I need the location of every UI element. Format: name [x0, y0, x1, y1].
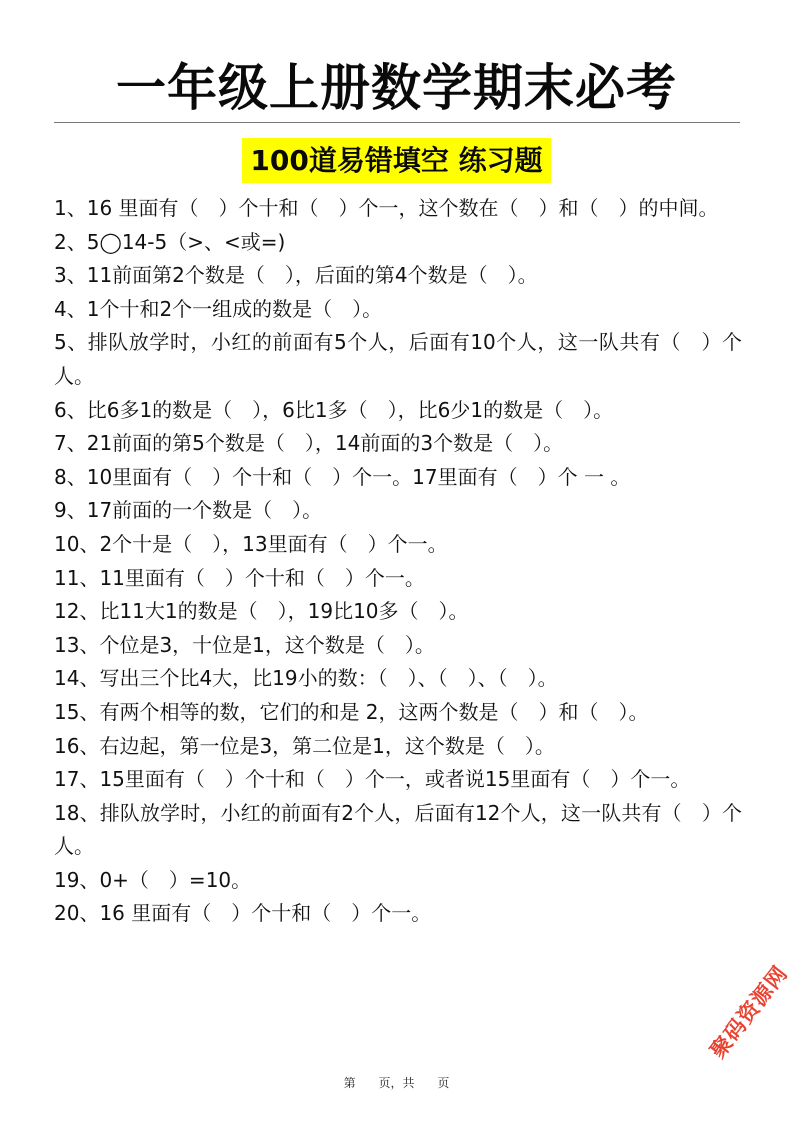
question-item: 9、17前面的一个数是（ ）。	[54, 498, 323, 523]
question-item: 2、5◯14-5（>、<或=)	[54, 229, 286, 254]
subtitle-container	[0, 138, 793, 183]
title-divider	[54, 122, 740, 123]
page-title: 一年级上册数学期末必考	[116, 59, 677, 117]
question-item: 5、排队放学时，小红的前面有5个人，后面有10个人，这一队共有（ ）个人。	[54, 330, 742, 388]
question-item: 14、写出三个比4大，比19小的数：（ ）、（ ）、（ ）。	[54, 666, 558, 691]
question-item: 19、0+（ ）=10。	[54, 867, 252, 892]
question-item: 11、11里面有（ ）个十和（ ）个一。	[54, 565, 425, 590]
question-item: 7、21前面的第5个数是（ ），14前面的3个数是（ ）。	[54, 431, 564, 456]
question-item: 16、右边起，第一位是3，第二位是1，这个数是（ ）。	[54, 733, 555, 758]
question-item: 1、16 里面有（ ）个十和（ ）个一，这个数在（ ）和（ ）的中间。	[54, 196, 719, 220]
question-item: 10、2个十是（ ），13里面有（ ）个一。	[54, 531, 448, 556]
question-item: 15、有两个相等的数，它们的和是 2，这两个数是（ ）和（ ）。	[54, 699, 649, 724]
question-item: 4、1个十和2个一组成的数是（ ）。	[54, 296, 383, 321]
question-item: 13、个位是3，十位是1，这个数是（ ）。	[54, 632, 435, 657]
watermark-text: 聚码资源网	[705, 961, 793, 1063]
question-item: 20、16 里面有（ ）个十和（ ）个一。	[54, 901, 432, 926]
page-footer: 第 页，共 页	[343, 1076, 450, 1090]
question-item: 6、比6多1的数是（ ），6比1多（ ），比6少1的数是（ ）。	[54, 397, 614, 422]
question-list	[54, 192, 742, 931]
page-subtitle: 100道易错填空 练习题	[242, 138, 550, 183]
question-item: 12、比11大1的数是（ ），19比10多（ ）。	[54, 599, 469, 624]
question-item: 17、15里面有（ ）个十和（ ）个一，或者说15里面有（ ）个一。	[54, 767, 691, 792]
question-item: 18、排队放学时，小红的前面有2个人，后面有12个人，这一队共有（ ）个人。	[54, 800, 742, 859]
question-item: 3、11前面第2个数是（ ），后面的第4个数是（ ）。	[54, 263, 538, 288]
question-item: 8、10里面有（ ）个十和（ ）个一。17里面有（ ）个 一 。	[54, 464, 631, 489]
